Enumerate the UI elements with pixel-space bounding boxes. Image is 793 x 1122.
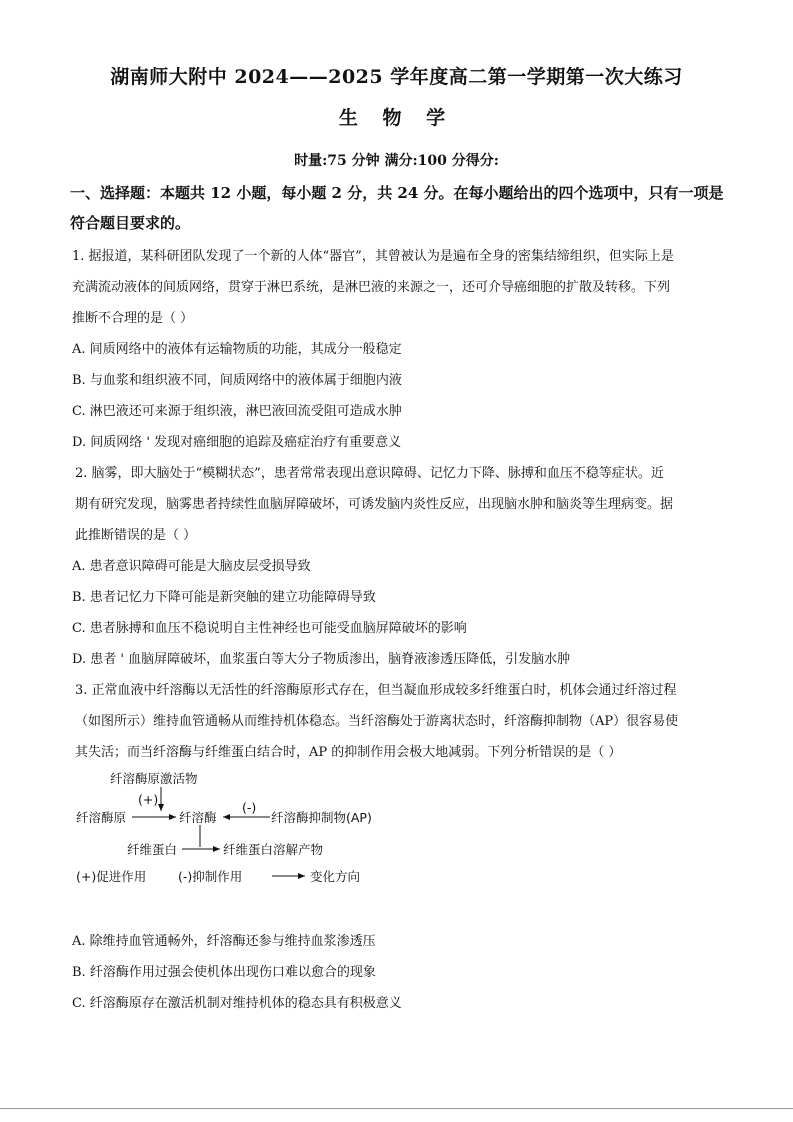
label-plasmin: 纤溶酶 [179, 810, 217, 825]
q3-stem-line-2: （如图所示）维持血管通畅从而维持机体稳态。当纤溶酶处于游离状态时，纤溶酶抑制物（AP）很容易使 [75, 714, 679, 729]
page-bottom-rule [0, 1108, 793, 1109]
fibrinolysis-diagram [70, 765, 400, 890]
q1-stem-line-2: 充满流动液体的间质网络，贯穿于淋巴系统，是淋巴液的来源之一，还可介导癌细胞的扩散及转移。下列 [72, 280, 671, 295]
q2-option-c: C. 患者脉搏和血压不稳说明自主性神经也可能受血脑屏障破坏的影响 [72, 621, 467, 636]
exam-meta: 时量:75 分钟 满分:100 分得分: [294, 153, 499, 169]
section-heading: 一、选择题：本题共 12 小题，每小题 2 分，共 24 分。在每小题给出的四个选项中，只有一项是符合题目要求的。 [70, 184, 724, 232]
label-activator: 纤溶酶原激活物 [110, 771, 198, 786]
q3-option-a: A. 除维持血管通畅外，纤溶酶还参与维持血浆渗透压 [72, 934, 376, 949]
q2-stem-line-2: 期有研究发现，脑雾患者持续性血脑屏障破坏，可诱发脑内炎性反应，出现脑水肿和脑炎等生理病变。据 [75, 497, 674, 512]
q1-option-d: D. 间质网络 ' 发现对癌细胞的追踪及癌症治疗有重要意义 [72, 435, 402, 450]
q1-stem-line-3: 推断不合理的是（ ） [72, 311, 194, 326]
subject-title: 生 物 学 [338, 107, 455, 129]
q3-stem-line-1: 3. 正常血液中纤溶酶以无活性的纤溶酶原形式存在，但当凝血形成较多纤维蛋白时，机体会通过纤溶过程 [75, 683, 677, 698]
q2-stem-line-1: 2. 脑雾，即大脑处于“模糊状态”，患者常常表现出意识障碍、记忆力下降、脉搏和血压不稳等症状。近 [75, 466, 664, 481]
q2-stem-line-3: 此推断错误的是（ ） [75, 528, 197, 543]
q3-option-b: B. 纤溶酶作用过强会使机体出现伤口难以愈合的现象 [72, 965, 376, 980]
q3-option-c: C. 纤溶酶原存在激活机制对维持机体的稳态具有积极意义 [72, 996, 402, 1011]
label-inhibitor: 纤溶酶抑制物(AP) [271, 810, 372, 825]
label-fibrin: 纤维蛋白 [127, 842, 178, 857]
q1-option-c: C. 淋巴液还可来源于组织液，淋巴液回流受阻可造成水肿 [72, 404, 402, 419]
legend-inhibit: (-)抑制作用 [178, 869, 243, 884]
legend-promote: (+)促进作用 [76, 869, 147, 884]
label-plasminogen: 纤溶酶原 [76, 810, 127, 825]
q3-stem-line-3: 其失活；而当纤溶酶与纤维蛋白结合时，AP 的抑制作用会极大地减弱。下列分析错误的是（ ） [75, 745, 622, 760]
label-plus: (+) [138, 792, 159, 807]
exam-title: 湖南师大附中 2024——2025 学年度高二第一学期第一次大练习 [110, 66, 683, 88]
q2-option-b: B. 患者记忆力下降可能是新突触的建立功能障碍导致 [72, 590, 376, 605]
legend-direction: 变化方向 [310, 869, 361, 884]
q2-option-d: D. 患者 ' 血脑屏障破坏，血浆蛋白等大分子物质渗出，脑脊液渗透压降低，引发脑水肿 [72, 652, 571, 667]
q1-stem-line-1: 1. 据报道，某科研团队发现了一个新的人体“器官”，其曾被认为是遍布全身的密集结缔组织，但实际上是 [72, 249, 674, 264]
label-minus: (-) [242, 800, 257, 815]
label-products: 纤维蛋白溶解产物 [223, 842, 324, 857]
q1-option-a: A. 间质网络中的液体有运输物质的功能，其成分一般稳定 [72, 342, 402, 357]
q1-option-b: B. 与血浆和组织液不同，间质网络中的液体属于细胞内液 [72, 373, 402, 388]
q2-option-a: A. 患者意识障碍可能是大脑皮层受损导致 [72, 559, 311, 574]
